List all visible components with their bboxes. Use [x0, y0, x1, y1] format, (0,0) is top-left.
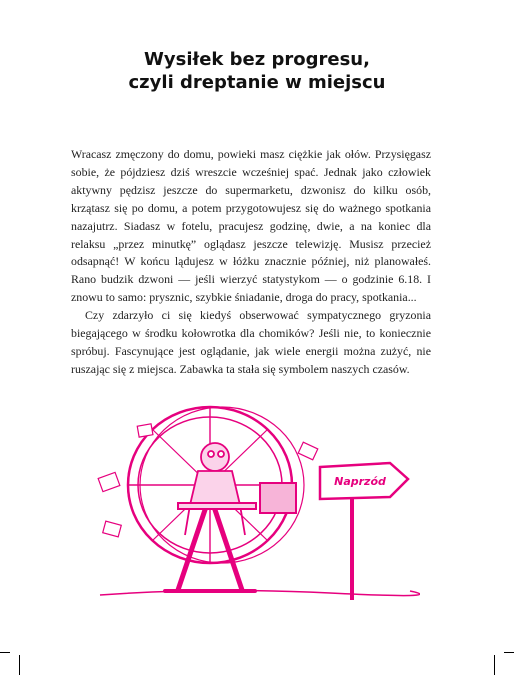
- ground-line: [100, 590, 420, 595]
- crop-mark-right: [494, 655, 495, 675]
- chapter-title: [0, 48, 514, 94]
- chapter-title-line-1: Wysiłek bez progresu,: [144, 49, 370, 71]
- man-icon: [185, 443, 245, 535]
- sign-label: Naprzód: [334, 475, 386, 488]
- paragraph-2: Czy zdarzyło ci się kiedyś obserwować sympatycznego gryzonia biegającego w środku kołowrotka dla chomików? Jeśli nie, to koniecznie spróbuj. Fascynujące jest oglądanie, jak wiele energii można zużyć, nie ruszając się z miejsca. Zabawka ta stała się symbolem naszych czasów.: [71, 308, 431, 376]
- crop-mark-left: [19, 655, 20, 675]
- crop-mark-right-h: [504, 652, 514, 653]
- paragraph-1: Wracasz zmęczony do domu, powieki masz ciężkie jak ołów. Przysięgasz sobie, że pójdziesz dziś wreszcie wcześniej spać. Jednak jako człowiek aktywny pędzisz jeszcze do supermarketu, dzwonisz do kilku osób, krzątasz się po domu, a potem przygotowujesz się do ważnego spotkania nazajutrz. Siadasz w fotelu, pracujesz godzinę, dwie, a na koniec dla relaksu „przez minutkę” oglądasz jeszcze telewizję. Musisz przecież odsapnąć! W końcu lądujesz w łóżku znacznie później, niż planowałeś. Rano budzik dzwoni — jeśli wierzyć statystykom — o godzinie 6.18. I znowu to samo: prysznic, szybkie śniadanie, droga do pracy, spotkania...: [71, 147, 431, 305]
- crop-mark-left-h: [0, 652, 10, 653]
- direction-sign-icon: [320, 463, 408, 600]
- body-text: [71, 146, 431, 379]
- hamster-wheel-illustration: [90, 405, 420, 610]
- chapter-title-line-2: czyli dreptanie w miejscu: [128, 72, 386, 94]
